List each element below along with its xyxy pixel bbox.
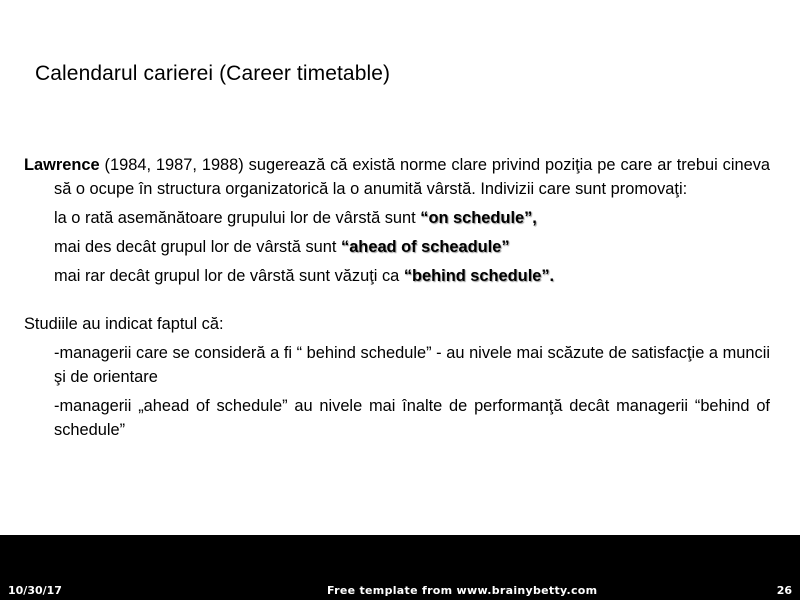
bullet-ahead-of-schedule	[24, 235, 770, 259]
slide-title: Calendarul carierei (Career timetable)	[35, 62, 391, 85]
paragraph-lawrence	[24, 153, 770, 201]
bullet-behind-schedule	[24, 264, 770, 288]
bullet-managers-behind: -managerii care se consideră a fi “ behind schedule” - au nivele mai scăzute de satisfacţie a muncii şi de orientare	[54, 344, 770, 386]
bullet-on-schedule-text: la o rată asemănătoare grupului lor de vârstă sunt	[54, 209, 421, 227]
footer-date: 10/30/17	[8, 584, 62, 597]
spacer	[24, 288, 770, 312]
paragraph-studies: Studiile au indicat faptul că:	[24, 315, 224, 333]
slide-body	[24, 153, 770, 442]
paragraph-lawrence-text: (1984, 1987, 1988) sugerează că există norme clare privind poziţia pe care ar trebui cineva să o ocupe în structura organizatorică la o anumită vârstă. Indivizii care sunt promovaţi:	[54, 156, 770, 198]
footer-credit: Free template from www.brainybetty.com	[327, 584, 598, 597]
on-schedule-highlight: “on schedule”,	[420, 209, 537, 227]
ahead-of-schedule-highlight: “ahead of scheadule”	[341, 238, 510, 256]
bullet-on-schedule	[24, 206, 770, 230]
slide-number: 26	[776, 584, 792, 597]
bullet-managers-ahead: -managerii „ahead of schedule” au nivele mai înalte de performanţă decât managerii “behind of schedule”	[54, 397, 770, 439]
bullet-ahead-text: mai des decât grupul lor de vârstă sunt	[54, 238, 341, 256]
author-name: Lawrence	[24, 156, 100, 174]
bullet-behind-text: mai rar decât grupul lor de vârstă sunt văzuţi ca	[54, 267, 404, 285]
behind-schedule-highlight: “behind schedule”.	[403, 267, 555, 285]
